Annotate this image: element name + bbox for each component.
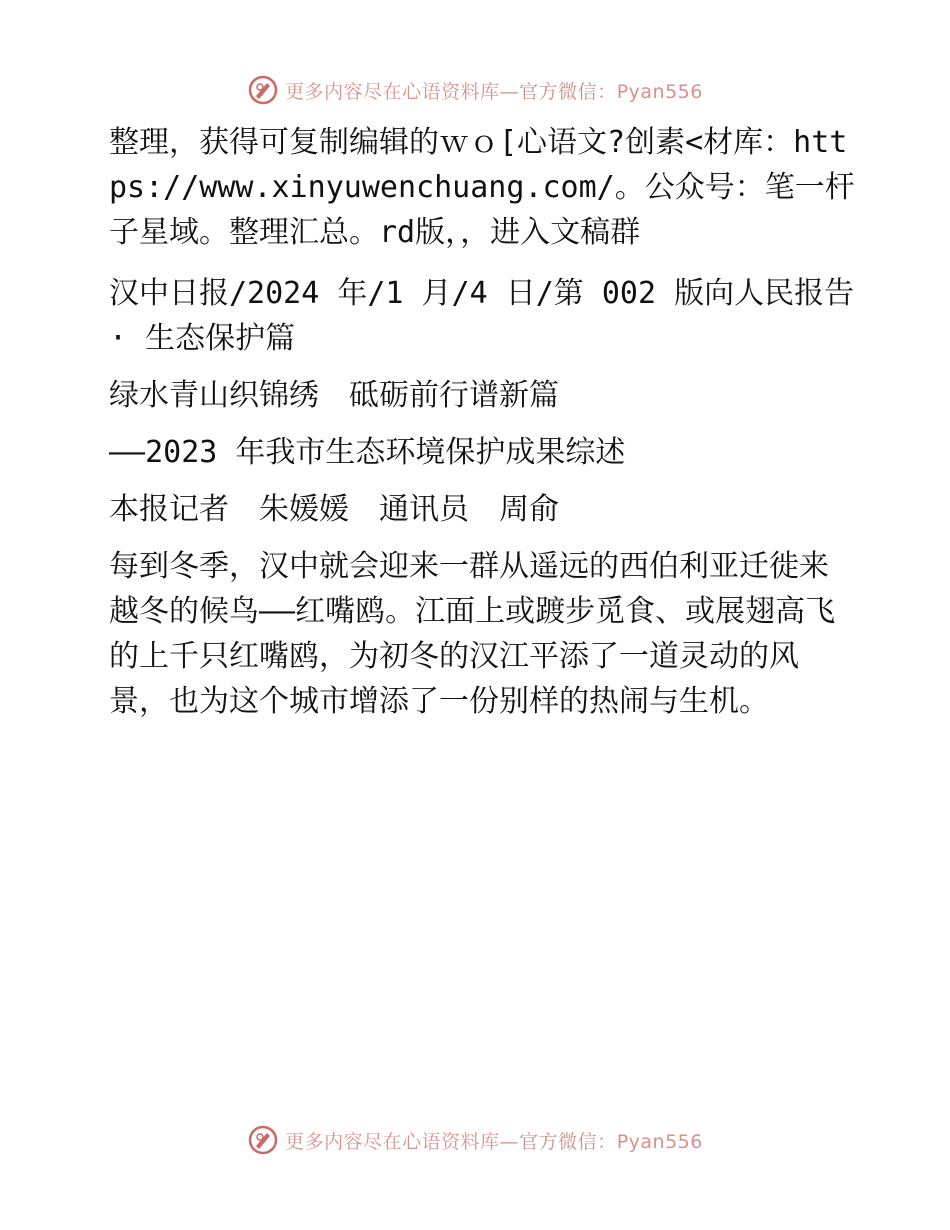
- document-body: [97, 120, 857, 724]
- brand-logo-icon: [247, 74, 279, 106]
- wechat-id: Pyan556: [616, 1130, 703, 1153]
- banner-text: [285, 1127, 703, 1154]
- banner-separator: —: [499, 80, 520, 103]
- byline: 本报记者 朱媛媛 通讯员 周俞: [109, 492, 559, 527]
- intro-paragraph: 整理，获得可复制编辑的ｗｏ[心语文?创素<材库：https://www.xinyuwenchuang.com/。公众号：笔一杆子星域。整理汇总。rd版，，进入文稿群: [109, 125, 855, 250]
- footer-banner: [0, 1120, 950, 1160]
- banner-text: [285, 77, 703, 104]
- subheadline: ——2023 年我市生态环境保护成果综述: [109, 435, 626, 470]
- brand-text: 更多内容尽在心语资料库: [285, 80, 500, 103]
- header-banner: [0, 70, 950, 110]
- source-line: 汉中日报/2024 年/1 月/4 日/第 002 版向人民报告· 生态保护篇: [109, 276, 855, 356]
- wechat-label: 官方微信：: [519, 80, 617, 103]
- wechat-id: Pyan556: [616, 80, 703, 103]
- banner-separator: —: [499, 1130, 520, 1153]
- wechat-label: 官方微信：: [519, 1130, 617, 1153]
- brand-logo-icon: [247, 1124, 279, 1156]
- brand-text: 更多内容尽在心语资料库: [285, 1130, 500, 1153]
- headline: 绿水青山织锦绣 砥砺前行谱新篇: [109, 378, 559, 413]
- body-paragraph: 每到冬季，汉中就会迎来一群从遥远的西伯利亚迁徙来越冬的候鸟——红嘴鸥。江面上或踱步觅食、或展翅高飞的上千只红嘴鸥，为初冬的汉江平添了一道灵动的风景，也为这个城市增添了一份别样的热闹与生机。: [109, 549, 836, 719]
